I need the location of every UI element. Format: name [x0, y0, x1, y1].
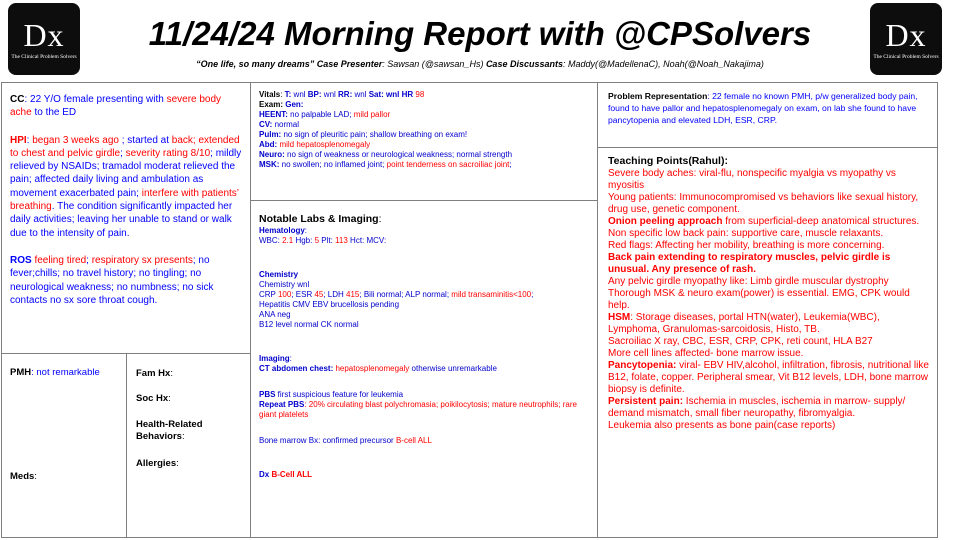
- msk-value: no swollen; no inflamed joint;: [279, 160, 387, 169]
- logo-caption: The Clinical Problem Solvers: [11, 53, 77, 60]
- hr-label: HR: [399, 90, 414, 99]
- teaching-title: [608, 155, 931, 168]
- labs-title-text: Notable Labs & Imaging: [259, 213, 379, 225]
- exam-header: [259, 100, 591, 110]
- crp-value: 100: [277, 290, 292, 299]
- wbc-label: WBC:: [259, 236, 283, 245]
- abd-value: mild hepatosplenomegaly: [277, 140, 371, 149]
- hpi-text: :: [26, 134, 33, 146]
- health-behaviors-value: :: [181, 431, 185, 442]
- bp-label: BP:: [307, 90, 322, 99]
- cv-label: CV:: [259, 120, 273, 129]
- meds: [10, 471, 37, 482]
- hgb-value: 5: [314, 236, 320, 245]
- teaching-point: Red flags: Affecting her mobility, breathing is more concerning.: [608, 240, 885, 251]
- ros: [10, 254, 244, 307]
- teaching-point: [608, 216, 931, 228]
- neuro: [259, 150, 591, 160]
- labs-title-colon: :: [378, 213, 382, 225]
- chief-complaint: [10, 93, 244, 120]
- ros-label: ROS: [10, 254, 32, 266]
- health-behaviors-label: Health-Related Behaviors: [136, 419, 203, 442]
- cc-label: CC: [10, 94, 25, 105]
- cc-text-end: to the ED: [31, 107, 77, 119]
- hpi-highlight: began 3 weeks ago: [32, 134, 119, 146]
- hpi-text: ; mildly relieved by NSAIDs; tramadol moderat relieved the pain; affected daily living and ambulation as movement exacerbated pain;: [10, 147, 242, 199]
- wbc-value: 2.1: [282, 236, 294, 245]
- pmh-label: PMH: [10, 367, 32, 378]
- imaging-colon: :: [289, 354, 292, 363]
- teaching-point-text: Ischemia in muscles, ischemia in marrow- supply/ demand mismatch, small fiber neuropathy, fibromyalgia.: [608, 396, 906, 419]
- dx-logo-left: [8, 3, 80, 75]
- hct-label: Hct: MCV:: [347, 236, 387, 245]
- quote: “One life, so many dreams”: [196, 59, 315, 69]
- teaching-points-panel: [597, 147, 938, 538]
- discussants: : Maddy(@MadellenaC), Noah(@Noah_Nakajima): [562, 59, 764, 69]
- hpi-highlight: interfere with patients’ breathing: [10, 187, 239, 213]
- ct-finding: hepatosplenomegaly: [333, 364, 410, 373]
- logo-caption: The Clinical Problem Solvers: [873, 53, 939, 60]
- teaching-point: Non specific low back pain: supportive care, muscle relaxants.: [608, 228, 884, 239]
- presenter: : Sawsan (@sawsan_Hs): [382, 59, 486, 69]
- pmh-meds-panel: [1, 353, 127, 538]
- hpi-text: ; started at: [118, 134, 172, 146]
- teaching-label: Teaching Points(Rahul):: [608, 155, 728, 167]
- presenter-label: Case Presenter: [316, 59, 383, 69]
- esr-value: 45: [314, 290, 324, 299]
- cc-highlight: severe body ache: [10, 94, 222, 119]
- teaching-point: Thorough MSK & neuro exam(power) is essential. EMG, CPK would help.: [608, 288, 910, 311]
- vitals-label: Vitals: [259, 90, 281, 99]
- ros-highlight: respiratory sx presents: [91, 254, 193, 266]
- b12-ck: B12 level normal CK normal: [259, 320, 359, 329]
- teaching-point: [608, 396, 931, 420]
- soc-hx-label: Soc Hx: [136, 393, 169, 404]
- teaching-point: Leukemia also presents as bone pain(case reports): [608, 420, 836, 431]
- hpi-highlight: severity rating 8/10: [125, 147, 211, 159]
- teaching-point: Any pelvic girdle myopathy like: Limb girdle muscular dystrophy: [608, 276, 889, 287]
- logo-text: Dx: [885, 16, 927, 53]
- ana: ANA neg: [259, 310, 291, 319]
- hematology-colon: :: [304, 226, 308, 235]
- history-panel: [1, 82, 251, 354]
- bp-value: wnl: [321, 90, 339, 99]
- teaching-point-bold: Persistent pain:: [608, 396, 684, 407]
- repeat-pbs: [259, 400, 591, 420]
- soc-hx: [136, 393, 171, 405]
- fam-hx: [136, 368, 173, 380]
- ct-rest: otherwise unremarkable: [409, 364, 497, 373]
- chemistry-header: [259, 270, 591, 280]
- plt-label: Plt:: [319, 236, 336, 245]
- pbs: [259, 390, 591, 400]
- gen-label: Gen:: [283, 100, 304, 109]
- page-title: 11/24/24 Morning Report with @CPSolvers: [148, 15, 812, 52]
- inflammatory-markers: [259, 290, 591, 300]
- pmh-value: : not remarkable: [31, 367, 100, 378]
- discussants-label: Case Discussants: [485, 59, 563, 69]
- subtitle: [90, 59, 870, 69]
- teaching-point-text: from superficial-deep anatomical structures.: [722, 216, 920, 227]
- hepatitis-panel: Hepatitis CMV EBV brucellosis pending: [259, 300, 400, 309]
- vitals: [259, 90, 591, 100]
- msk-finding: point tenderness on sacroiliac joint: [386, 160, 510, 169]
- dx-label: Dx: [259, 470, 270, 479]
- esr-label: ; ESR: [291, 290, 315, 299]
- heent-value: no palpable LAD;: [287, 110, 354, 119]
- ros-text: ; no fever;chills; no travel history; no tingling; no neurological weakness; no numbness; no sick contacts no sx sore throat cough.: [10, 254, 214, 306]
- pmh: [10, 367, 100, 378]
- teaching-point-bold: HSM: [608, 312, 631, 323]
- hpi-text: . The condition significantly impacted her daily activities; leaving her unable to stand or walk due to the intensity of pain.: [10, 201, 233, 239]
- hgb-label: Hgb:: [293, 236, 315, 245]
- ros-highlight: feeling tired: [34, 254, 87, 266]
- teaching-point: More cell lines affected- bone marrow issue.: [608, 348, 804, 359]
- neuro-label: Neuro:: [259, 150, 285, 159]
- hpi-highlight: back; extended to chest and pelvic girdle: [10, 134, 240, 159]
- teaching-point: Sacroiliac X ray, CBC, ESR, CRP, CPK, reti count, HLA B27: [608, 336, 873, 347]
- transaminitis-end: ;: [531, 290, 534, 299]
- chemistry-label: Chemistry: [259, 270, 299, 279]
- labs-imaging-panel: [250, 200, 598, 538]
- rr-label: RR:: [338, 90, 353, 99]
- pulm-label: Pulm:: [259, 130, 282, 139]
- ct-label: CT abdomen chest:: [259, 364, 334, 373]
- teaching-point: Young patients: Immunocompromised vs behaviors like sexual history, drug use, genetic component.: [608, 192, 919, 215]
- plt-value: 113: [335, 236, 348, 245]
- pbs-label: PBS: [259, 390, 276, 399]
- soc-hx-value: :: [168, 393, 171, 404]
- bone-marrow-result: B-cell ALL: [395, 436, 432, 445]
- ros-text: ;: [86, 254, 92, 266]
- bili-alp: ; Bili normal; ALP normal;: [359, 290, 452, 299]
- teaching-point-text: viral- EBV HIV,alcohol, infiltration, fibrosis, nutritional like B12, folate, copper. Peripheral smear, Vit B12 levels, LDH, bone marrow biopsy is definite.: [608, 360, 929, 395]
- repeat-pbs-value: : 20% circulating blast polychromasia; poikilocytosis; mature neutrophils; rare giant platelets: [259, 400, 577, 419]
- msk: [259, 160, 591, 170]
- hr-value: 98: [413, 90, 425, 99]
- hematology-header: [259, 226, 591, 236]
- hematology-label: Hematology: [259, 226, 305, 235]
- msk-label: MSK:: [259, 160, 280, 169]
- abd-label: Abd:: [259, 140, 278, 149]
- chemistry-wnl: Chemistry wnl: [259, 280, 310, 289]
- cv: [259, 120, 591, 130]
- msk-end: ;: [509, 160, 512, 169]
- vitals-exam-panel: [250, 82, 598, 201]
- repeat-pbs-label: Repeat PBS: [259, 400, 305, 409]
- cv-value: normal: [272, 120, 300, 129]
- hpi-text: ;: [120, 147, 126, 159]
- pbs-value: first suspicious feature for leukemia: [275, 390, 404, 399]
- imaging-label: Imaging: [259, 354, 290, 363]
- pulm: [259, 130, 591, 140]
- temp-value: wnl: [291, 90, 308, 99]
- imaging-header: [259, 354, 591, 364]
- exam-label: Exam:: [259, 100, 284, 109]
- ldh-label: ; LDH: [323, 290, 347, 299]
- labs-title: [259, 213, 591, 226]
- dx-value: B-Cell ALL: [269, 470, 313, 479]
- logo-text: Dx: [23, 16, 65, 53]
- ldh-value: 415: [346, 290, 360, 299]
- teaching-point: [608, 360, 931, 396]
- fam-hx-value: :: [170, 368, 173, 379]
- abd: [259, 140, 591, 150]
- temp-label: T:: [284, 90, 292, 99]
- pulm-value: no sign of pleuritic pain; shallow breathing on exam!: [281, 130, 468, 139]
- dx-logo-right: [870, 3, 942, 75]
- problem-representation-panel: [597, 82, 938, 148]
- teaching-point: Severe body aches: viral-flu, nonspecific myalgia vs myopathy vs myositis: [608, 168, 896, 191]
- bone-marrow: [259, 436, 591, 446]
- hpi: [10, 134, 244, 240]
- teaching-point: Back pain extending to respiratory muscles, pelvic girdle is unusual. Any presence of rash.: [608, 252, 891, 275]
- cc-text: : 22 Y/O female presenting with: [24, 94, 167, 105]
- vitals-colon: :: [280, 90, 285, 99]
- heent-finding: mild pallor: [353, 110, 391, 119]
- teaching-point: [608, 312, 931, 336]
- problem-label: Problem Representation: [608, 91, 708, 101]
- heent-label: HEENT:: [259, 110, 288, 119]
- neuro-value: no sign of weakness or neurological weakness; normal strength: [284, 150, 513, 159]
- meds-value: :: [34, 471, 37, 482]
- hpi-label: HPI: [10, 134, 27, 146]
- problem-text: : 22 female no known PMH, p/w generalized body pain, found to have pallor and hepatosplenomegaly on exam, on lab she found to have pancytopenia and elevated LDH, ESR, CRP.: [608, 91, 918, 125]
- fam-hx-label: Fam Hx: [136, 368, 171, 379]
- teaching-point-bold: Pancytopenia:: [608, 360, 677, 371]
- ct-abdomen-chest: [259, 364, 591, 374]
- transaminitis: mild transaminitis<100: [451, 290, 532, 299]
- health-behaviors: [136, 419, 226, 443]
- teaching-point-text: : Storage diseases, portal HTN(water), Leukemia(WBC), Lymphoma, Granulomas-sarcoidosis, Histo, TB.: [608, 312, 880, 335]
- social-history-panel: [126, 353, 251, 538]
- cbc-values: [259, 236, 591, 246]
- crp-label: CRP: [259, 290, 278, 299]
- sat-label: Sat: wnl: [368, 90, 400, 99]
- diagnosis: [259, 470, 591, 480]
- teaching-point-bold: Onion peeling approach: [608, 216, 723, 227]
- allergies-label: Allergies: [136, 458, 177, 469]
- meds-label: Meds: [10, 471, 35, 482]
- allergies-value: :: [176, 458, 179, 469]
- heent: [259, 110, 591, 120]
- rr-value: wnl: [352, 90, 369, 99]
- bone-marrow-text: Bone marrow Bx: confirmed precursor: [259, 436, 396, 445]
- allergies: [136, 458, 179, 470]
